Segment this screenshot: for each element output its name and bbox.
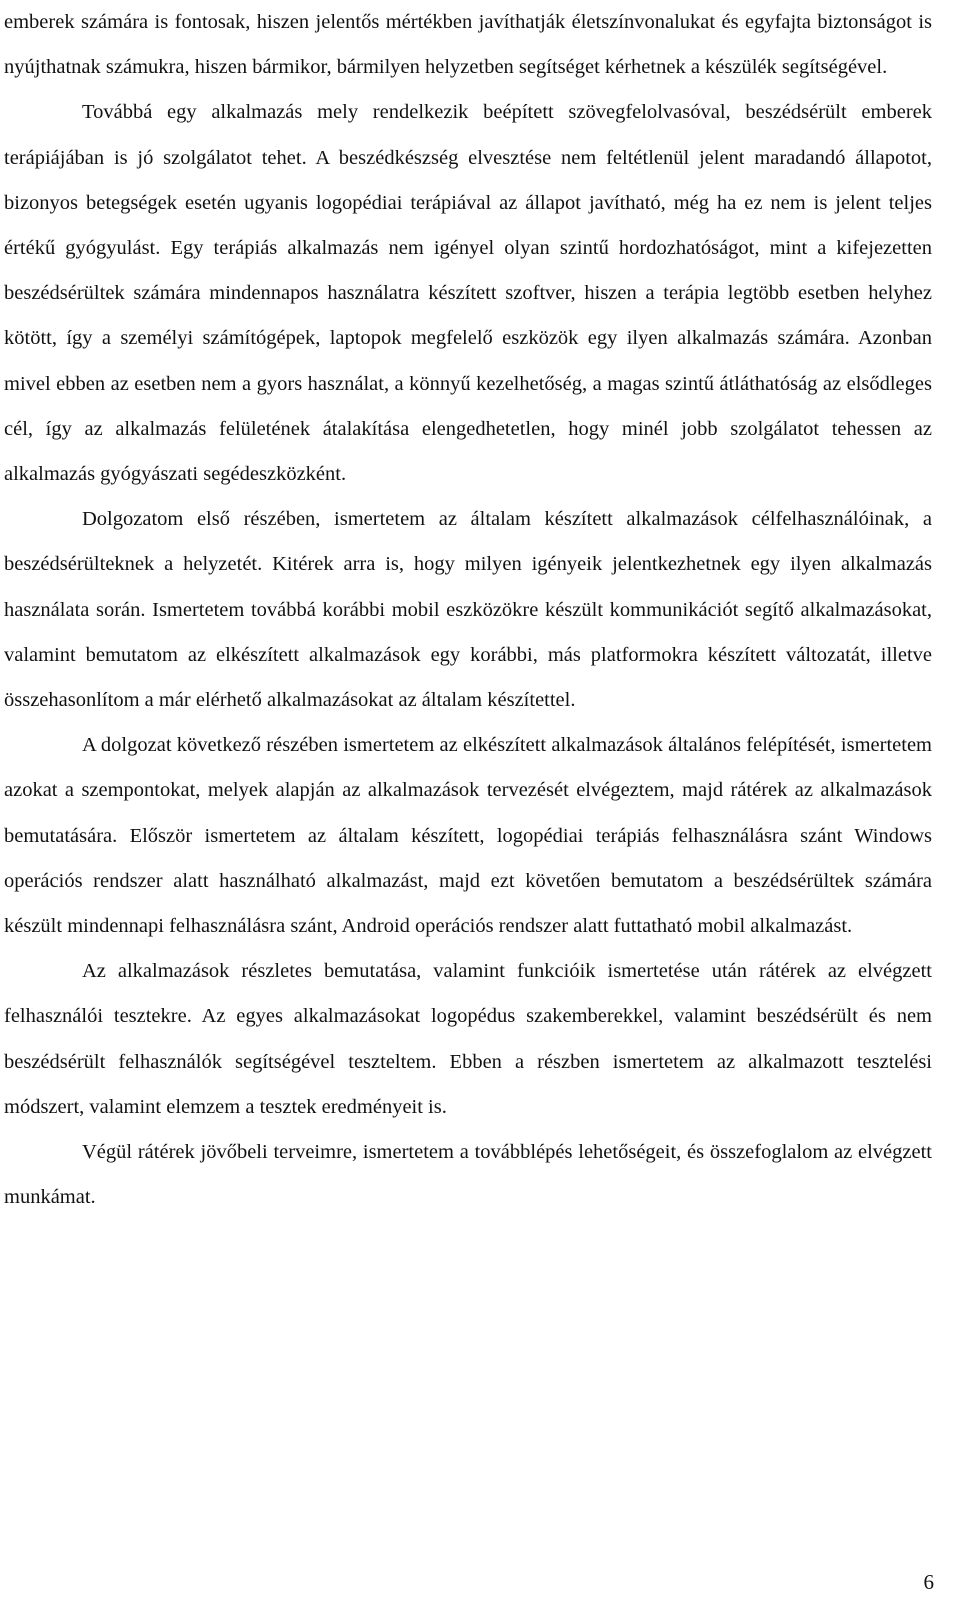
paragraph-first-part-overview: Dolgozatom első részében, ismertetem az általam készített alkalmazások célfelhasználóinak, a beszédsérülteknek a helyzetét. Kitérek arra is, hogy milyen igényeik jelentkezhetnek egy ilyen alkalmazás használata során. Ismertetem továbbá korábbi mobil eszközökre készült kommunikációt segítő alkalmazásokat, valamint bemutatom az elkészített alkalmazások egy korábbi, más platformokra készített változatát, illetve összehasonlítom a már elérhető alkalmazásokat az általam készítettel. (4, 508, 932, 712)
paragraph-testing-overview: Az alkalmazások részletes bemutatása, valamint funkcióik ismertetése után rátérek az elvégzett felhasználói tesztekre. Az egyes alkalmazásokat logopédus szakemberekkel, valamint beszédsérült és nem beszédsérült felhasználók segítségével teszteltem. Ebben a részben ismertetem az alkalmazott tesztelési módszert, valamint elemzem a tesztek eredményeit is. (4, 960, 932, 1118)
paragraph-therapy-application: Továbbá egy alkalmazás mely rendelkezik beépített szövegfelolvasóval, beszédsérült emberek terápiájában is jó szolgálatot tehet. A beszédkészség elvesztése nem feltétlenül jelent maradandó állapotot, bizonyos betegségek esetén ugyanis logopédiai terápiával az állapot javítható, még ha ez nem is jelent teljes értékű gyógyulást. Egy terápiás alkalmazás nem igényel olyan szintű hordozhatóságot, mint a kifejezetten beszédsérültek számára mindennapos használatra készített szoftver, hiszen a terápia legtöbb esetben helyhez kötött, így a személyi számítógépek, laptopok megfelelő eszközök egy ilyen alkalmazás számára. Azonban mivel ebben az esetben nem a gyors használat, a könnyű kezelhetőség, a magas szintű átláthatóság az elsődleges cél, így az alkalmazás felületének átalakítása elengedhetetlen, hogy minél jobb szolgálatot tehessen az alkalmazás gyógyászati segédeszközként. (4, 101, 932, 486)
document-page (4, 0, 932, 1220)
paragraph-continuation: emberek számára is fontosak, hiszen jelentős mértékben javíthatják életszínvonalukat és egyfajta biztonságot is nyújthatnak számukra, hiszen bármikor, bármilyen helyzetben segítséget kérhetnek a készülék segítségével. (4, 11, 932, 79)
paragraph-next-part-overview: A dolgozat következő részében ismertetem az elkészített alkalmazások általános felépítését, ismertetem azokat a szempontokat, melyek alapján az alkalmazások tervezését elvégeztem, majd rátérek az alkalmazások bemutatására. Először ismertetem az általam készített, logopédiai terápiás felhasználásra szánt Windows operációs rendszer alatt használható alkalmazást, majd ezt követően bemutatom a beszédsérültek számára készült mindennapi felhasználásra szánt, Android operációs rendszer alatt futtatható mobil alkalmazást. (4, 734, 932, 938)
page-number: 6 (923, 1570, 934, 1594)
paragraph-conclusion-overview: Végül rátérek jövőbeli terveimre, ismertetem a továbblépés lehetőségeit, és összefoglalom az elvégzett munkámat. (4, 1141, 932, 1209)
